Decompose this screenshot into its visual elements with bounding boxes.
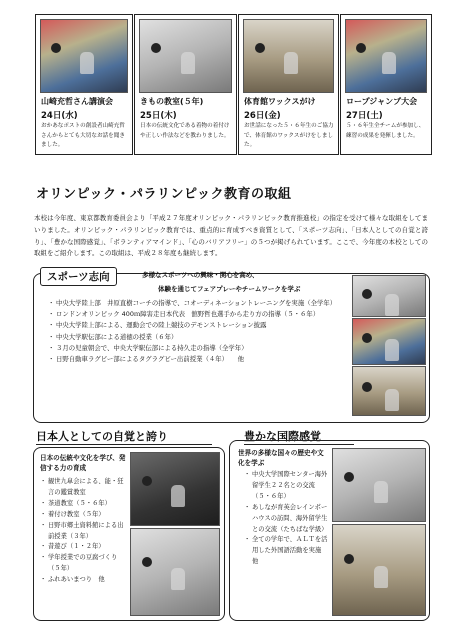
list-item: ・ あしなが育英会レインボーハウスの訪問、海外留学生との交流（たちばな学級）: [244, 503, 328, 536]
sports-subtitle-2: 体験を通じてフェアプレーやチームワークを学ぶ: [158, 285, 301, 293]
list-item: ・ 日野自動車ラグビー部によるタグラグビー出前授業（４年） 他: [48, 354, 342, 365]
list-item: ・ 学年授業での豆腐づくり（５年）: [40, 553, 124, 575]
event-card-3: [238, 14, 339, 155]
list-item: ・ 中央大学駅伝部による道徳の授業（６年）: [48, 332, 342, 343]
section-heading: オリンピック・パラリンピック教育の取組: [36, 187, 292, 202]
intl-photo-1: [332, 448, 426, 522]
event-title: 山崎充哲さん講演会: [41, 97, 113, 106]
list-item: ・ 観世九皐会による、能・狂言の鑑賞教室: [40, 477, 124, 499]
list-item: ・ ふれあいまつり 他: [40, 575, 124, 586]
sports-photo-2: [352, 318, 426, 365]
list-item: ・ 茶道教室（５・６年）: [40, 499, 124, 510]
event-photo: [243, 19, 334, 93]
list-item: ・ 中央大学国際センター海外留学生２２名との交流（５・６年）: [244, 470, 328, 503]
list-item: ・ 中央大学陸上部 井原直樹コーチの指導で、コオーディネーショントレーニングを実施（全学年）: [48, 298, 342, 309]
event-title: 体育館ワックスがけ: [244, 97, 316, 106]
event-description: ５・６年生全チームが参加し、練習の成果を発揮しました。: [346, 123, 425, 139]
event-description: 日本の伝統文化である着物の着付けや正しい作法などを教わりました。: [140, 123, 230, 139]
sports-tag: スポーツ志向: [40, 267, 117, 286]
event-description: お世話になった５・６年生のご協力で、体育館のワックスがけをしました。: [244, 123, 334, 148]
japan-subtitle: 日本の伝統や文化を学び、発信する力の育成: [40, 454, 126, 472]
list-item: ・ 全ての学年で、ＡＬＴを活用した外国語活動を実施 他: [244, 535, 328, 568]
event-date: 24日(水): [41, 111, 78, 121]
intl-list: [244, 470, 328, 568]
event-date: 26日(金): [244, 111, 281, 121]
japan-photo-1: [130, 452, 220, 526]
event-date: 27日(土): [346, 111, 383, 121]
sports-list: [48, 298, 342, 365]
event-date: 25日(木): [140, 111, 177, 121]
event-title: ロープジャンプ大会: [346, 97, 418, 106]
intl-photo-2: [332, 524, 426, 616]
sports-photo-1: [352, 275, 426, 317]
list-item: ・ ロンドンオリンピック 400ｍ障害走日本代表 舘野哲也選手から走り方の指導（５・６年）: [48, 309, 342, 320]
intl-section-title: 豊かな国際感覚: [244, 430, 321, 443]
event-card-1: [35, 14, 133, 155]
event-photo: [139, 19, 232, 93]
sports-subtitle-1: 多様なスポーツへの興味・関心を高め、: [142, 271, 259, 279]
event-card-2: [134, 14, 237, 155]
japan-photo-2: [130, 528, 220, 616]
event-description: おかあなポストの創設者山崎充哲さんからとても大切なお話を聞きました。: [41, 123, 125, 148]
japan-list: [40, 477, 124, 586]
event-card-4: [340, 14, 432, 155]
intro-paragraph: 本校は今年度、東京都教育委員会より「平成２７年度オリンピック・パラリンピック教育推進校」の指定を受けて様々な取組をしてまいりました。オリンピック・パラリンピック教育では、重点的に育成すべき資質として、「スポーツ志向」、「日本人としての自覚と誇り」、「豊かな国際感覚」、「ボランティアマインド」、「心のバリアフリー」の５つが掲げられています。ここで、今年度の本校としての取組をご紹介します。この取組は、平成２８年度も継続します。: [34, 214, 428, 258]
japan-section-title: 日本人としての自覚と誇り: [36, 430, 168, 443]
intl-subtitle: 世界の多様な国々の歴史や文化を学ぶ: [238, 449, 324, 467]
list-item: ・ ３月の児童朝会で、中央大学駅伝部による持久走の指導（全学年）: [48, 343, 342, 354]
event-photo: [345, 19, 427, 93]
event-title: きもの教室(５年): [140, 97, 204, 106]
japan-title-underline: [36, 444, 212, 445]
event-photo: [40, 19, 128, 93]
sports-photo-3: [352, 366, 426, 416]
list-item: ・ 日野市郷土資料館による出前授業（３年）: [40, 521, 124, 543]
list-item: ・ 昔遊び（１・２年）: [40, 542, 124, 553]
list-item: ・ 着付け教室（５年）: [40, 510, 124, 521]
list-item: ・ 中央大学陸上部による、運動会での陸上競技のデモンストレーション披露: [48, 320, 342, 331]
